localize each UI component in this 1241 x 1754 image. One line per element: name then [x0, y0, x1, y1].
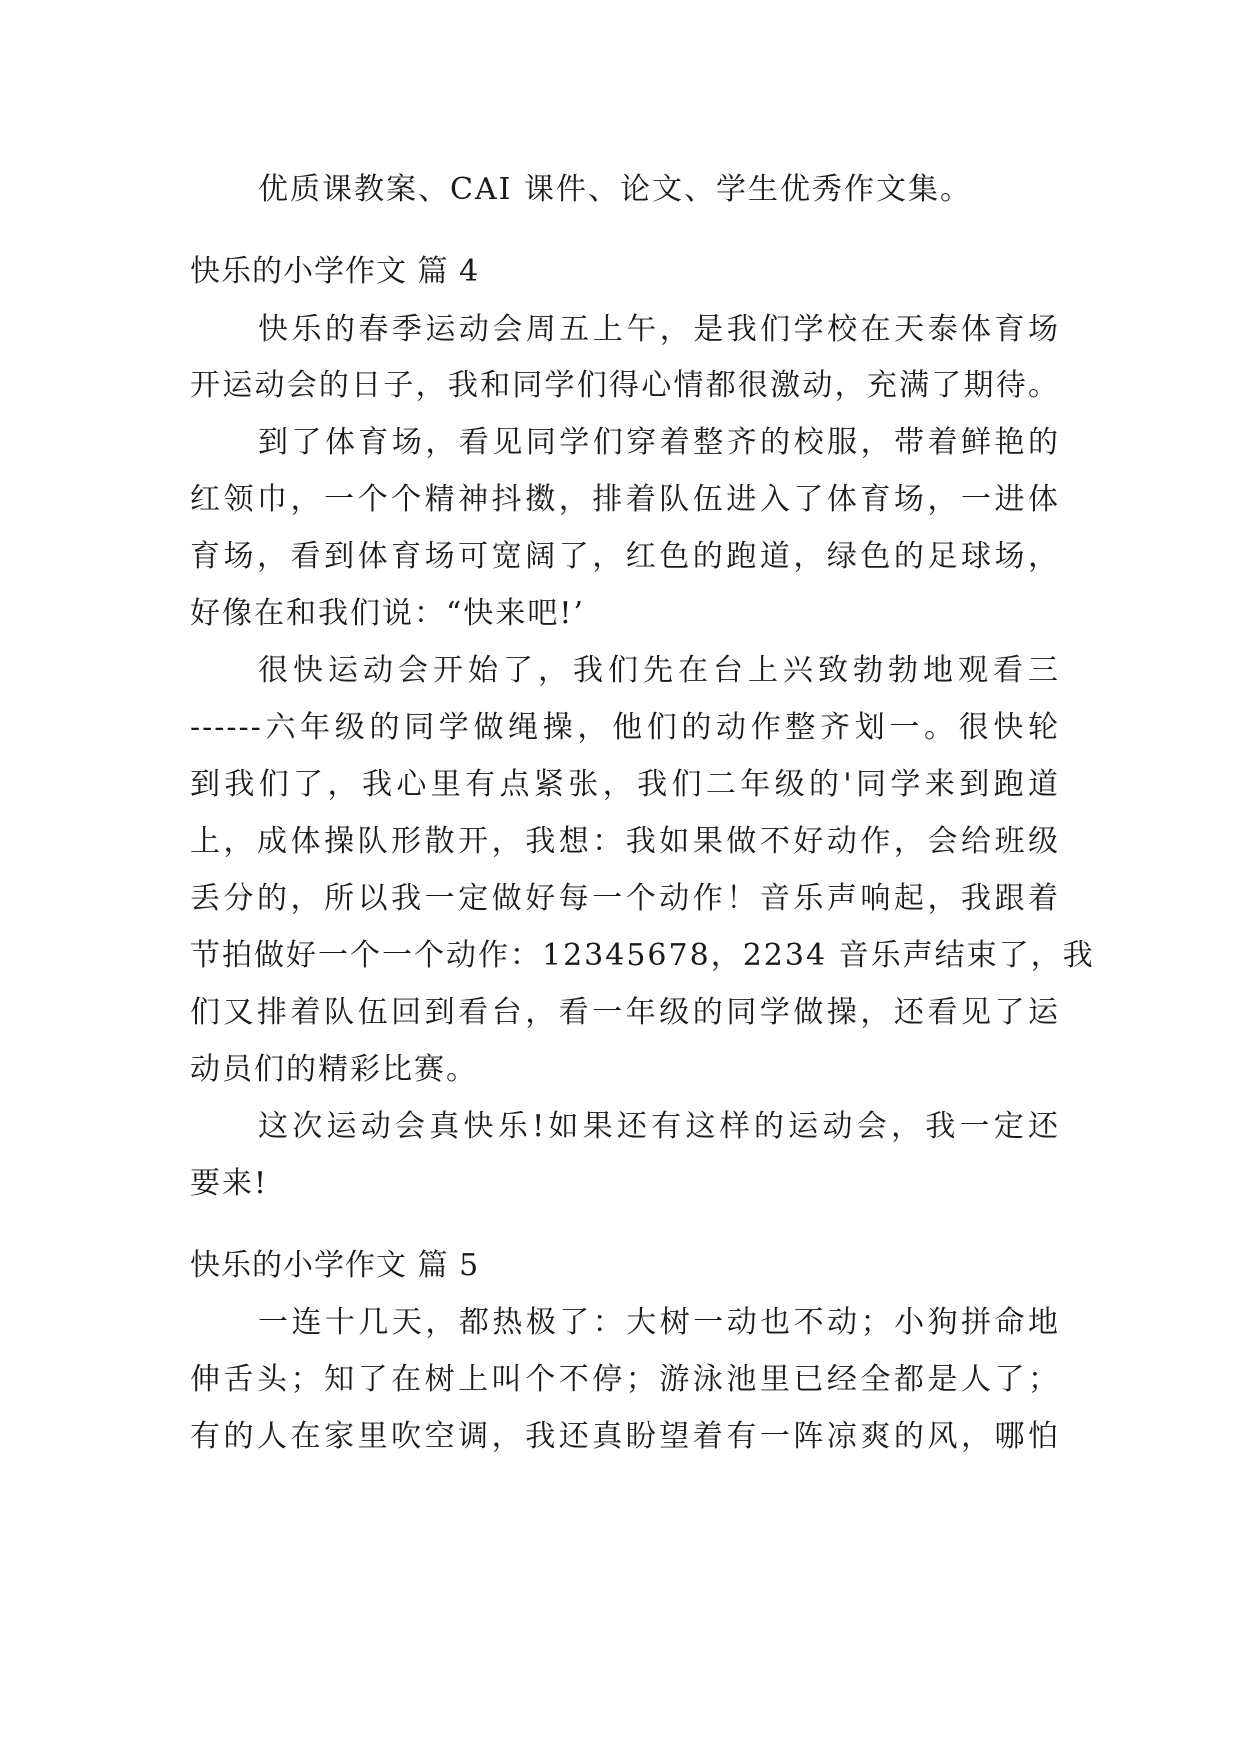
section-5-line: 伸舌头；知了在树上叫个不停；游泳池里已经全都是人了； [190, 1362, 1060, 1397]
section-4-line: 动员们的精彩比赛。 [190, 1052, 478, 1087]
section-5-title: 快乐的小学作文 篇 5 [190, 1248, 480, 1283]
section-4-line: 开运动会的日子，我和同学们得心情都很激动，充满了期待。 [190, 368, 1060, 403]
section-5-line: 一连十几天，都热极了：大树一动也不动；小狗拼命地 [258, 1305, 1060, 1340]
section-4-line: 育场，看到体育场可宽阔了，红色的跑道，绿色的足球场， [190, 539, 1060, 574]
section-4-line: 要来! [190, 1166, 269, 1201]
section-5-line: 有的人在家里吹空调，我还真盼望着有一阵凉爽的风，哪怕 [190, 1419, 1060, 1454]
section-4-line: 很快运动会开始了，我们先在台上兴致勃勃地观看三 [258, 653, 1060, 688]
section-4-line: 快乐的春季运动会周五上午，是我们学校在天泰体育场 [258, 312, 1060, 347]
intro-line: 优质课教案、CAI 课件、论文、学生优秀作文集。 [258, 172, 973, 207]
section-4-line: 红领巾，一个个精神抖擞，排着队伍进入了体育场，一进体 [190, 482, 1060, 517]
section-4-line: 这次运动会真快乐!如果还有这样的运动会，我一定还 [258, 1109, 1060, 1144]
section-4-line: 到我们了，我心里有点紧张，我们二年级的'同学来到跑道 [190, 767, 1060, 802]
section-4-line: 好像在和我们说：“快来吧!’ [190, 596, 585, 631]
section-4-line: 们又排着队伍回到看台，看一年级的同学做操，还看见了运 [190, 995, 1060, 1030]
section-4-line: 丢分的，所以我一定做好每一个动作！音乐声响起，我跟着 [190, 881, 1060, 916]
section-4-line: 节拍做好一个一个动作：12345678，2234 音乐声结束了，我 [190, 938, 1095, 973]
section-4-line: 到了体育场，看见同学们穿着整齐的校服，带着鲜艳的 [258, 425, 1060, 460]
section-4-line: 上，成体操队形散开，我想：我如果做不好动作，会给班级 [190, 824, 1060, 859]
section-4-title: 快乐的小学作文 篇 4 [190, 254, 480, 289]
section-4-line: ------六年级的同学做绳操，他们的动作整齐划一。很快轮 [190, 710, 1060, 745]
